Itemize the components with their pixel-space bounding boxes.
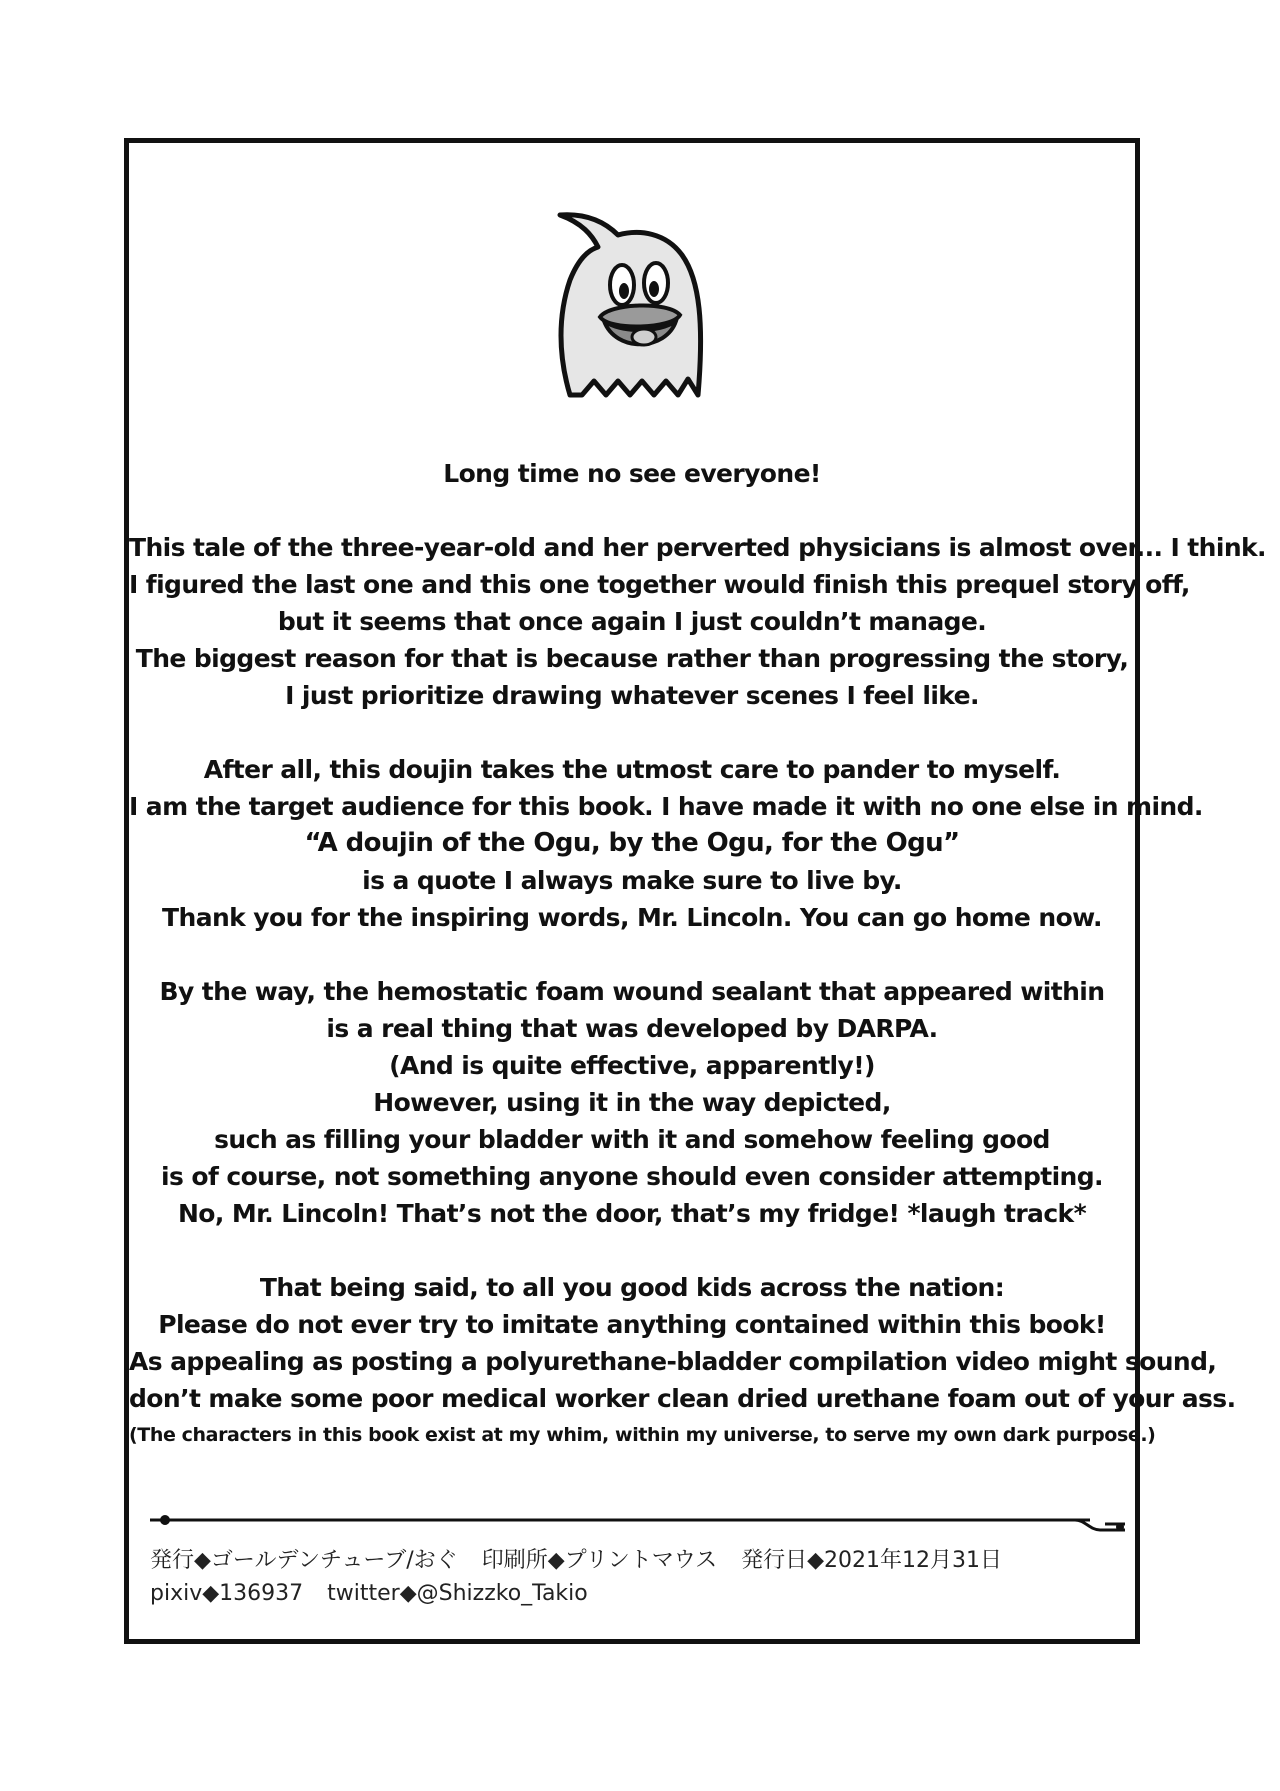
- text-line: but it seems that once again I just couldn’t manage.: [277, 607, 987, 636]
- text-line: is a real thing that was developed by DARPA.: [326, 1014, 938, 1043]
- pixiv-id: pixiv◆136937: [150, 1581, 304, 1606]
- colophon-row-social: [150, 1577, 1130, 1610]
- text-line: That being said, to all you good kids across the nation:: [259, 1273, 1005, 1302]
- greeting-line: Long time no see everyone!: [443, 459, 821, 488]
- text-line: This tale of the three-year-old and her perverted physicians is almost over... I think.: [129, 533, 1266, 562]
- text-line: is of course, not something anyone should even consider attempting.: [161, 1162, 1103, 1191]
- text-line: No, Mr. Lincoln! That’s not the door, that’s my fridge! *laugh track*: [177, 1199, 1087, 1228]
- text-line: (And is quite effective, apparently!): [389, 1051, 875, 1080]
- colophon: [150, 1544, 1130, 1610]
- twitter-handle: twitter◆@Shizzko_Takio: [327, 1581, 588, 1606]
- text-line: However, using it in the way depicted,: [373, 1088, 891, 1117]
- text-line: After all, this doujin takes the utmost care to pander to myself.: [203, 755, 1061, 784]
- colophon-row-publication: [150, 1544, 1130, 1577]
- printer-info: 印刷所◆プリントマウス: [481, 1548, 718, 1573]
- text-line: The biggest reason for that is because rather than progressing the story,: [135, 644, 1129, 673]
- disclaimer-line: (The characters in this book exist at my whim, within my universe, to serve my own dark purpose.): [129, 1424, 1156, 1446]
- text-line: Please do not ever try to imitate anything contained within this book!: [158, 1310, 1106, 1339]
- quote-line: “A doujin of the Ogu, by the Ogu, for the Ogu”: [304, 828, 960, 858]
- text-line: is a quote I always make sure to live by.: [362, 866, 902, 895]
- ghost-duck-mascot-icon: [540, 205, 720, 405]
- text-line: I am the target audience for this book. I have made it with no one else in mind.: [129, 792, 1203, 821]
- text-line: Thank you for the inspiring words, Mr. Lincoln. You can go home now.: [162, 903, 1102, 932]
- text-line: such as filling your bladder with it and somehow feeling good: [214, 1125, 1050, 1154]
- text-line: don’t make some poor medical worker clean dried urethane foam out of your ass.: [129, 1384, 1236, 1413]
- publication-date: 発行日◆2021年12月31日: [741, 1548, 1002, 1573]
- text-line: As appealing as posting a polyurethane-bladder compilation video might sound,: [129, 1347, 1217, 1376]
- text-line: By the way, the hemostatic foam wound sealant that appeared within: [159, 977, 1105, 1006]
- text-line: I figured the last one and this one together would finish this prequel story off,: [129, 570, 1190, 599]
- text-line: I just prioritize drawing whatever scenes I feel like.: [285, 681, 979, 710]
- afterword-text: [129, 455, 1266, 1454]
- ornamental-divider: [150, 1508, 1130, 1538]
- publisher-info: 発行◆ゴールデンチューブ/おぐ: [150, 1548, 458, 1573]
